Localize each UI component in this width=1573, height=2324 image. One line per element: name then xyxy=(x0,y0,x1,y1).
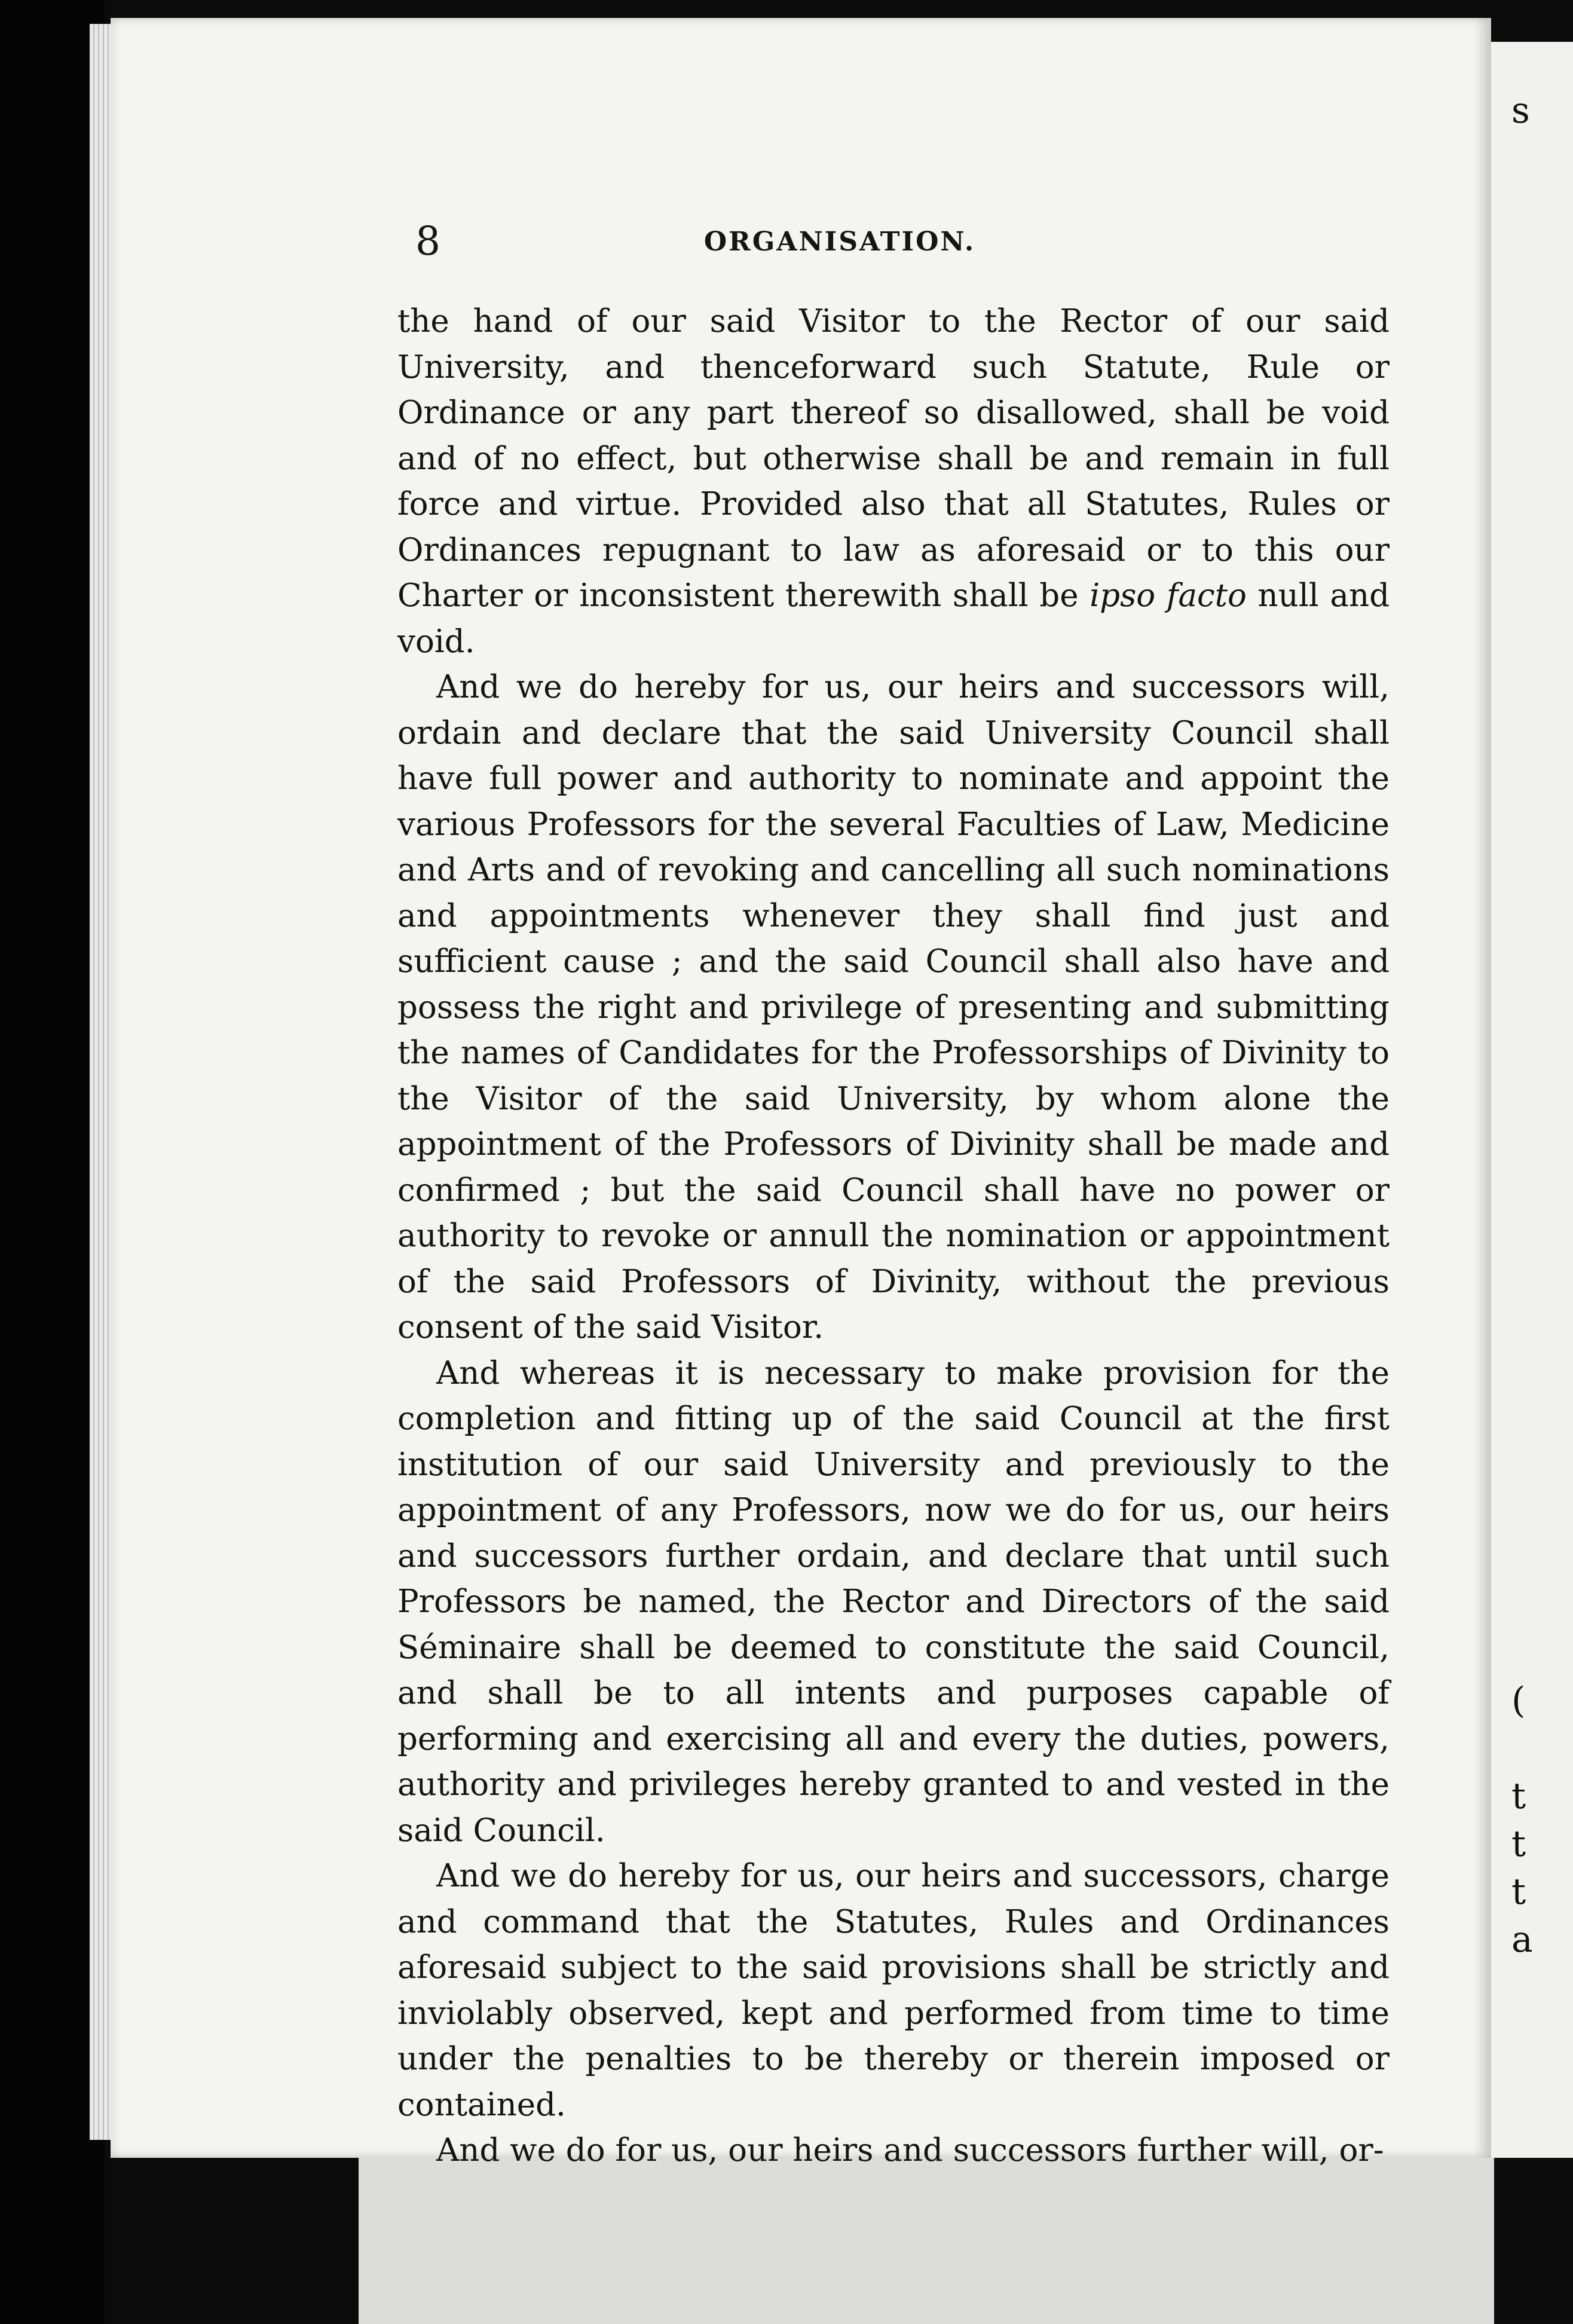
facing-page-fragment: t xyxy=(1511,1823,1526,1865)
paragraph: And whereas it is necessary to make provision for the completion and fitting up of the said Council at the first institution of our said University and previously to the appointment of any Professors, now we do for us, our heirs and successors further ordain, and declare that until such Professors be named, the Rector and Directors of the said Séminaire shall be deemed to constitute the said Council, and shall be to all intents and purposes capable of performing and exercising all and every the duties, powers, authority and privileges hereby granted to and vested in the said Council. xyxy=(397,1354,1390,1849)
paragraph: And we do for us, our heirs and successors further will, or- xyxy=(436,2132,1384,2169)
page-below xyxy=(359,2152,1494,2324)
facing-page-fragment: ( xyxy=(1511,1680,1526,1721)
facing-page-fragment: s xyxy=(1511,90,1530,132)
facing-page-fragment: t xyxy=(1511,1871,1526,1913)
page-number: 8 xyxy=(415,218,440,264)
facing-page-fragment: t xyxy=(1511,1775,1526,1817)
page-header xyxy=(302,218,1378,284)
facing-page-fragment: a xyxy=(1511,1919,1533,1961)
running-head: ORGANISATION. xyxy=(703,227,976,257)
body-text xyxy=(397,299,1390,2174)
paragraph: And we do hereby for us, our heirs and successors, charge and command that the Statutes, Rules and Ordinances aforesaid subject to the said provisions shall be strictly and inviolably observed, kept and performed from time to time under the penalties to be thereby or therein imposed or contained. xyxy=(397,1858,1390,2123)
italic-phrase: ipso facto xyxy=(1090,577,1247,614)
paragraph: the hand of our said Visitor to the Rector of our said University, and thenceforward such Statute, Rule or Ordinance or any part thereof so disallowed, shall be void and of no effect, but otherwise shall be and remain in full force and virtue. Provided also that all Statutes, Rules or Ordinances repugnant to law as aforesaid or to this our Charter or inconsistent therewith shall be ipso facto null and void. xyxy=(397,303,1390,660)
page-edges xyxy=(90,24,114,2140)
scan-left-edge xyxy=(0,0,105,2324)
paragraph: And we do hereby for us, our heirs and successors will, ordain and declare that the said University Council shall have full power and authority to nominate and appoint the various Professors for the several Faculties of Law, Medicine and Arts and of revoking and cancelling all such nominations and appointments whenever they shall find just and sufficient cause ; and the said Council shall also have and possess the right and privilege of presenting and submitting the names of Candidates for the Professorships of Divinity to the Visitor of the said University, by whom alone the appointment of the Professors of Divinity shall be made and confirmed ; but the said Council shall have no power or authority to revoke or annull the nomination or appointment of the said Professors of Divinity, without the previous consent of the said Visitor. xyxy=(397,669,1390,1346)
